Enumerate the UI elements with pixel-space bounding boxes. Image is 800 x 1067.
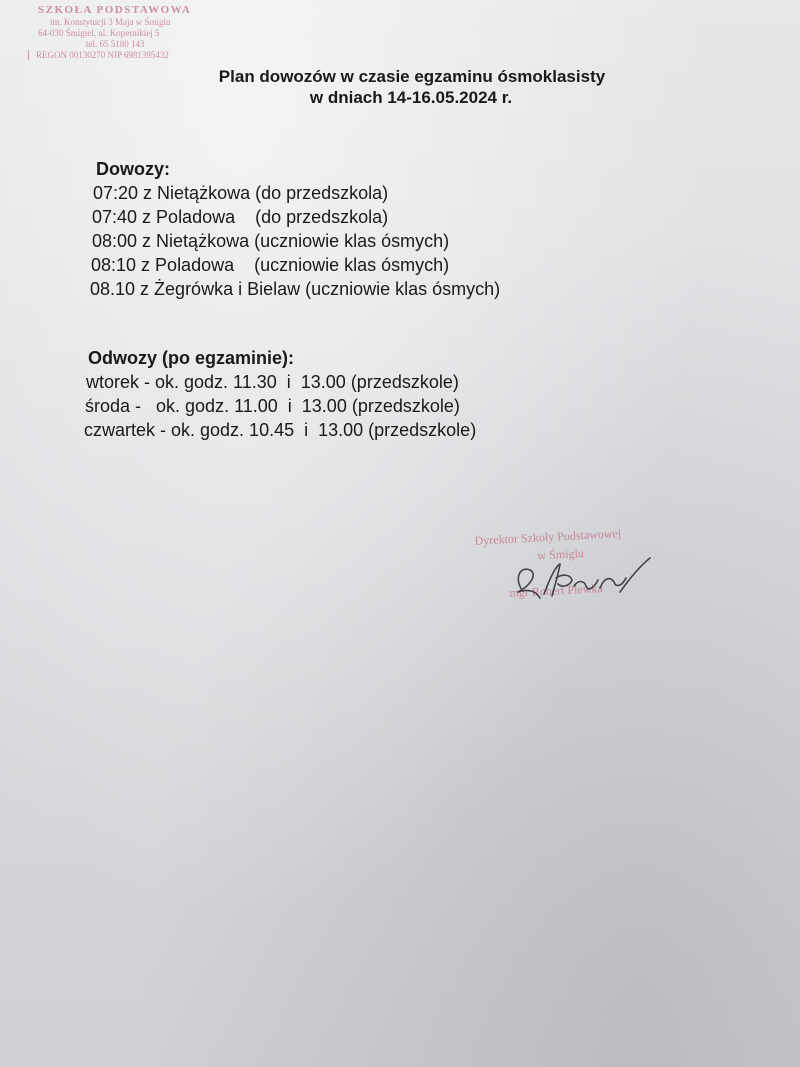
title-line-2: w dniach 14-16.05.2024 r. <box>309 88 513 107</box>
odwozy-row: wtorek - ok. godz. 11.30 i 13.00 (przedszkole) <box>86 372 459 392</box>
school-header-stamp <box>32 4 232 61</box>
director-stamp-name: mgr Robert Plewka <box>509 581 604 601</box>
dowozy-heading: Dowozy: <box>96 159 170 179</box>
odwozy-section <box>84 346 476 442</box>
dowozy-row: 08:10 z Poladowa (uczniowie klas ósmych) <box>91 255 450 275</box>
dowozy-section <box>90 157 500 301</box>
stamp-school-name: SZKOŁA PODSTAWOWA <box>38 4 192 16</box>
stamp-school-patron: im. Konstytucji 3 Maja w Śmiglu <box>50 17 171 27</box>
director-stamp-title: Dyrektor Szkoły Podstawowej <box>474 526 622 548</box>
stamp-school-phone: tel. 65 5180 143 <box>86 39 145 49</box>
director-stamp-place: w Śmiglu <box>537 546 585 563</box>
stamp-school-address: 64-030 Śmigiel, ul. Kopernikiej 5 <box>38 28 160 38</box>
odwozy-row: czwartek - ok. godz. 10.45 i 13.00 (przedszkole) <box>84 420 477 440</box>
document-title <box>0 66 800 108</box>
dowozy-row: 07:40 z Poladowa (do przedszkola) <box>92 207 389 227</box>
handwritten-signature <box>500 548 670 608</box>
stamp-margin-mark <box>28 50 29 60</box>
dowozy-row: 08:00 z Nietążkowa (uczniowie klas ósmych) <box>92 231 450 251</box>
dowozy-row: 08.10 z Żegrówka i Bielaw (uczniowie klas ósmych) <box>90 279 501 299</box>
stamp-school-regon: REGON 00130270 NIP 6981395432 <box>36 50 169 60</box>
title-line-1: Plan dowozów w czasie egzaminu ósmoklasisty <box>218 67 606 86</box>
odwozy-heading: Odwozy (po egzaminie): <box>88 348 295 368</box>
dowozy-row: 07:20 z Nietążkowa (do przedszkola) <box>93 183 389 203</box>
odwozy-row: środa - ok. godz. 11.00 i 13.00 (przedszkole) <box>85 396 460 416</box>
